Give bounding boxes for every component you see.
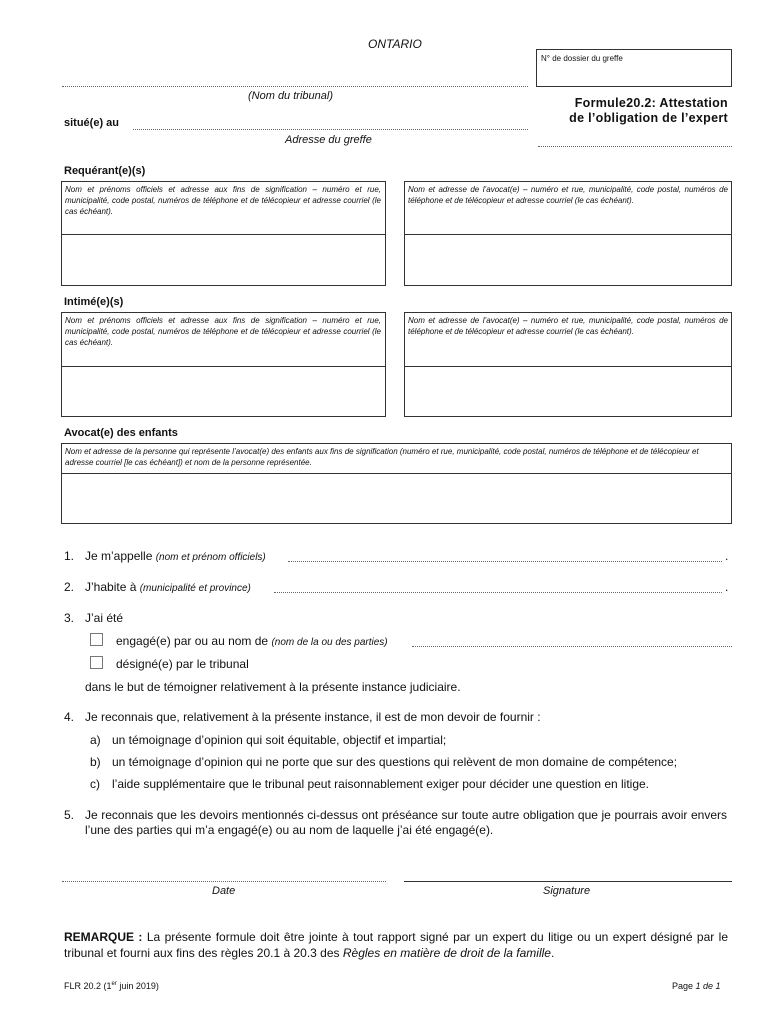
note-text: La présente formule doit être jointe à tout rapport signé par un expert du litige ou un expert désigné par le tribunal et fourni aux fins des règles 20.1 à 20.3 des xyxy=(64,930,728,960)
item-4a-text: un témoignage d’opinion qui soit équitable, objectif et impartial; xyxy=(112,733,447,747)
item-1-hint: (nom et prénom officiels) xyxy=(155,552,266,563)
item-2-period: . xyxy=(725,580,729,594)
item-3-number: 3. xyxy=(64,611,75,625)
engaged-hint: (nom de la ou des parties) xyxy=(271,637,388,648)
respondent-party-box[interactable] xyxy=(61,312,386,417)
item-5-number: 5. xyxy=(64,808,75,822)
applicant-lawyer-divider xyxy=(405,234,731,235)
note-end: . xyxy=(550,946,555,960)
respondent-lawyer-desc: Nom et adresse de l’avocat(e) – numéro et rue, municipalité, code postal, numéros de téléphone et de télécopieur et adresse courriel (le cas échéant). xyxy=(408,316,728,336)
engaged-label: engagé(e) par ou au nom de xyxy=(116,634,269,648)
children-lawyer-heading: Avocat(e) des enfants xyxy=(64,427,178,439)
residence-field[interactable] xyxy=(274,592,722,593)
note-label: REMARQUE : xyxy=(64,930,143,944)
item-4-text: Je reconnais que, relativement à la présente instance, il est de mon devoir de fournir : xyxy=(85,710,541,724)
located-at-label: situé(e) au xyxy=(64,117,120,129)
applicant-lawyer-box[interactable] xyxy=(404,181,732,286)
court-file-number-box[interactable] xyxy=(536,49,732,87)
applicant-party-desc: Nom et prénoms officiels et adresse aux fins de signification – numéro et rue, municipalité, code postal, numéros de téléphone et de télécopieur et adresse courriel (le cas échéant). xyxy=(65,185,381,216)
item-4b-letter: b) xyxy=(90,755,101,769)
children-lawyer-box[interactable] xyxy=(61,443,732,524)
page-number xyxy=(672,981,721,991)
form-title xyxy=(535,96,728,126)
engaged-option xyxy=(116,634,388,648)
item-1-period: . xyxy=(725,549,729,563)
applicant-lawyer-desc: Nom et adresse de l’avocat(e) – numéro et rue, municipalité, code postal, numéros de téléphone et de télécopieur et adresse courriel (le cas échéant). xyxy=(408,185,728,205)
date-field[interactable] xyxy=(62,881,386,882)
province-label: ONTARIO xyxy=(368,37,422,51)
engaged-checkbox[interactable] xyxy=(90,633,103,646)
page-prefix: Page xyxy=(672,981,696,991)
court-name-label: (Nom du tribunal) xyxy=(248,90,333,102)
engaging-party-field[interactable] xyxy=(412,646,732,647)
page-count: 1 de 1 xyxy=(695,981,721,991)
respondents-heading: Intimé(e)(s) xyxy=(64,296,124,308)
signature-field[interactable] xyxy=(404,881,732,882)
court-name-line[interactable] xyxy=(62,86,528,87)
court-file-number-label: N° de dossier du greffe xyxy=(541,54,623,63)
form-code xyxy=(64,981,159,991)
form-code-post: juin 2019) xyxy=(116,981,159,991)
court-address-line[interactable] xyxy=(133,129,528,130)
item-4a-letter: a) xyxy=(90,733,101,747)
item-2-number: 2. xyxy=(64,580,75,594)
note-paragraph xyxy=(64,929,728,961)
item-4c-letter: c) xyxy=(90,777,100,791)
respondent-lawyer-divider xyxy=(405,366,731,367)
item-4b-text: un témoignage d’opinion qui ne porte que sur des questions qui relèvent de mon domaine de compétence; xyxy=(112,755,678,769)
full-name-field[interactable] xyxy=(288,561,722,562)
date-label: Date xyxy=(212,885,236,897)
item-3-purpose: dans le but de témoigner relativement à la présente instance judiciaire. xyxy=(85,680,461,694)
appointed-checkbox[interactable] xyxy=(90,656,103,669)
form-code-sup: er xyxy=(111,981,117,987)
item-4-number: 4. xyxy=(64,710,75,724)
form-title-line2: de l’obligation de l’expert xyxy=(569,111,728,125)
signature-label: Signature xyxy=(543,885,591,897)
form-title-underline xyxy=(538,146,732,147)
item-2-label: J’habite à xyxy=(85,580,137,594)
form-title-line1: Formule20.2: Attestation xyxy=(574,96,728,110)
applicant-party-box[interactable] xyxy=(61,181,386,286)
item-2-hint: (municipalité et province) xyxy=(139,583,251,594)
item-1-number: 1. xyxy=(64,549,75,563)
respondent-lawyer-box[interactable] xyxy=(404,312,732,417)
item-3-text: J’ai été xyxy=(85,611,124,625)
respondent-party-desc: Nom et prénoms officiels et adresse aux fins de signification – numéro et rue, municipalité, code postal, numéros de téléphone et de télécopieur et adresse courriel (le cas échéant). xyxy=(65,316,381,347)
item-5-text: Je reconnais que les devoirs mentionnés ci-dessus ont préséance sur toute autre obligation que je pourrais avoir envers l’une des parties qui m’a engagé(e) ou au nom de laquelle j’ai été engagé(e). xyxy=(85,808,727,837)
children-lawyer-desc: Nom et adresse de la personne qui représente l’avocat(e) des enfants aux fins de signification (numéro et rue, municipalité, code postal, numéros de téléphone et de télécopieur et adresse courriel [le cas échéant]) et nom de la personne représentée. xyxy=(65,447,699,467)
item-2-text xyxy=(85,580,251,594)
children-lawyer-divider xyxy=(62,473,731,474)
note-italic: Règles en matière de droit de la famille xyxy=(342,946,551,960)
appointed-label: désigné(e) par le tribunal xyxy=(116,657,249,671)
applicant-party-divider xyxy=(62,234,385,235)
item-1-text xyxy=(85,549,266,563)
item-4c-text: l’aide supplémentaire que le tribunal peut raisonnablement exiger pour décider une question en litige. xyxy=(112,777,650,791)
form-code-pre: FLR 20.2 (1 xyxy=(64,981,112,991)
respondent-party-divider xyxy=(62,366,385,367)
court-address-label: Adresse du greffe xyxy=(285,134,372,146)
item-1-label: Je m’appelle xyxy=(85,549,153,563)
applicants-heading: Requérant(e)(s) xyxy=(64,165,146,177)
